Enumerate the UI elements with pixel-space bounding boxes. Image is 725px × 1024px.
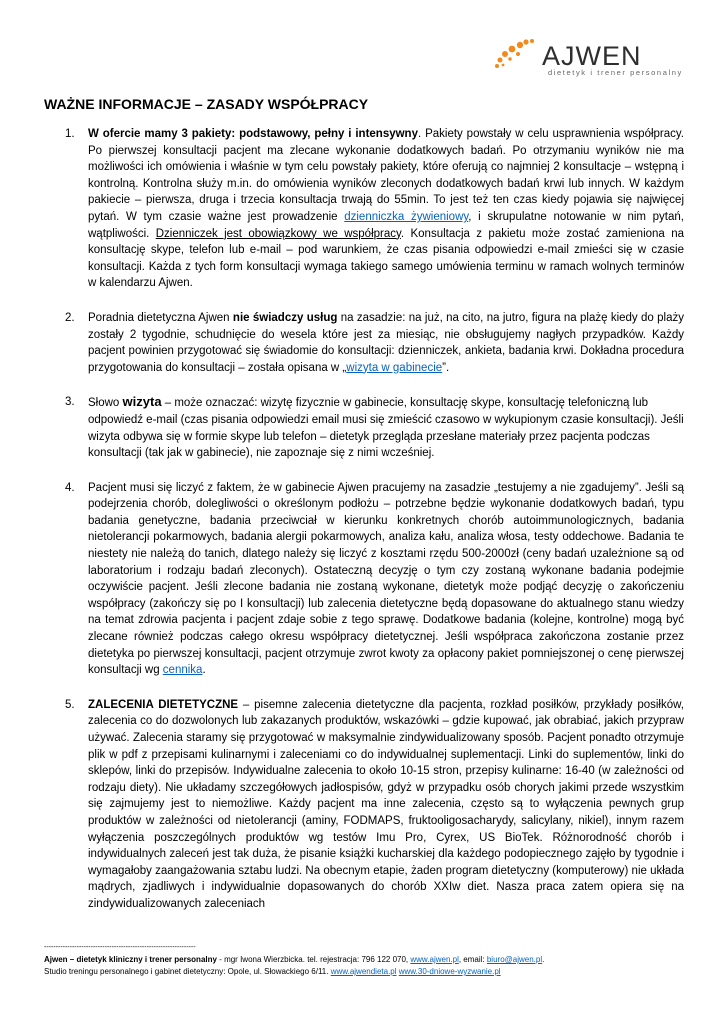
text-span: Poradnia dietetyczna Ajwen [88,311,233,324]
logo-tagline: dietetyk i trener personalny [548,68,683,77]
text-span: . [542,955,545,964]
item-number: 1. [65,128,75,140]
footer-company: Ajwen – dietetyk kliniczny i trener personalny [44,955,217,964]
text-span: . Konsultacja z pakietu może zostać zamieniona na konsultację skype, telefon lub e-mail – pod warunkiem, że czas pisania odpowiedzi e-mail zmieści się w czasie konsultacji. Każda z tych form konsultacji wymaga takiego samego umówienia terminu w ramach wolnych terminów w kalendarzu Ajwen. [88,227,684,290]
item-text [88,697,684,913]
document-body [44,126,684,931]
item-number: 4. [65,481,75,494]
item-number: 3. [65,396,75,409]
text-span: Pacjent musi się liczyć z faktem, że w gabinecie Ajwen pracujemy na zasadzie „testujemy a nie zgadujemy”. Jeśli są podejrzenia chorób, dolegliwości o określonym podłożu – potrzebne będzie wykonanie dodatkowych badań, typu badania genetyczne, badania przeciwciał w kierunku konkretnych chorób autoimmunologicznych, badania nietolerancji pokarmowych, badania alergii pokarmowych, analiza kału, analiza włosa, testy oddechowe. Badania te niestety nie należą do tanich, dlatego należy się liczyć z kosztami rzędu 500-2000zł (ceny badań uzależnione są od laboratorium i rodzaju badań zleconych). Ostateczną decyzję o tym czy zostaną wykonane badania podejmie oczywiście pacjent. Jeśli zlecone badania nie zostaną wykonane, dietetyk może podjąć decyzję o zakończeniu współpracy (zakończy się po I konsultacji) lub zalecenia dietetyczne będą dopasowane do aktualnego stanu wiedzy na temat zdrowia pacjenta i pacjent zdaje sobie z tego sprawę. Dodatkowe badania (kolejne, kontrolne) mogą być zlecane również podczas całego okresu współpracy dietetycznej. Jeśli współpraca zakończona zostanie przez dietetyka po pierwszej konsultacji, pacjent otrzymuje zwrot kwoty za opłacony pakiet pomniejszonej o cenę pierwszej konsultacji wg [88,481,684,677]
footer-link-www[interactable]: www.ajwen.pl [410,955,459,964]
list-item-1 [44,126,684,292]
footer-link-ajwendieta[interactable]: www.ajwendieta.pl [330,967,397,976]
link-wizyta[interactable]: wizyta w gabinecie [346,361,443,374]
text-span: – pisemne zalecenia dietetyczne dla pacjenta, rozkład posiłków, przykłady posiłków, zalecenia co do dozwolonych lub zakazanych produktów, wskazówki – gdzie kupować, jak obrabiać, jakich przypraw używać. Zalecenia staramy się przygotować w maksymalnie zindywidualizowany sposób. Pacjent ponadto otrzymuje plik w pdf z przepisami kulinarnymi i zaleceniami co do indywidualnej suplementacji. Linki do suplementów, linki do sklepów, linki do przepisów. Indywidualne zalecenia to około 10-15 stron, przepisy kulinarne: 16-40 (w zależności od rodzaju diety). Nie układamy szczegółowych jadłospisów, gdyż w przypadku osób chorych jakimi przede wszystkim się zajmujemy jest to niemożliwe. Każdy pacjent ma inne zalecenia, często są to wyłączenia pewnych grup produktów w zależności od nietolerancji (aminy, FODMAPS, fruktooligosacharydy, salicylany, nikiel), innym razem wyłączenia poszczególnych produktów wg testów Imu Pro, Cyrex, US BioTek. Różnorodność chorób i indywidualnych zaleceń jest tak duża, że pisanie książki kucharskiej dla każdego podopiecznego zajęło by tygodnie i wymagałoby zaangażowania sztabu ludzi. Na obecnym etapie, żaden program dietetyczny (komputerowy) nie układa mądrych, zjadliwych i indywidualnie dopasowanych do chorób XXIw diet. Nasza praca zatem opiera się na zindywidualizowanych zaleceniach [88,698,684,910]
footer-link-wyzwanie[interactable]: www.30-dniowe-wyzwanie.pl [398,967,501,976]
text-span: Słowo [88,397,123,410]
text-span: . [202,664,206,677]
item-text [88,394,684,461]
footer-line-1 [44,954,694,966]
bold-text: W ofercie mamy 3 pakiety: podstawowy, pełny i intensywny [88,128,418,140]
footer-divider: ----------------------------------------------------------------- [44,944,196,951]
list-item-2 [44,310,684,376]
page-footer [44,942,694,978]
bold-text: nie świadczy usług [232,311,338,324]
page-title: WAŻNE INFORMACJE – ZASADY WSPÓŁPRACY [44,96,369,112]
bold-text: wizyta [122,394,162,410]
list-item-5 [44,697,684,913]
text-span: , email: [458,955,487,964]
bold-text: ZALECENIA DIETETYCZNE [88,698,239,711]
footer-link-email[interactable]: biuro@ajwen.pl [486,955,543,964]
text-span: . Pakiety powstały w celu usprawnienia współpracy. Po pierwszej konsultacji pacjent ma zlecane wykonanie dodatkowych badań. Po otrzymaniu wyników nie ma możliwości ich omówienia i właśnie w tym celu powstały pakiety, które oferują co najmniej 2 konsultacje – wstępną i kontrolną. Kontrolna służy m.in. do omówienia wyników zleconych dodatkowych badań krwi lub innych. W każdym pakiecie – pierwsza, druga i trzecia konsultacja trwają do 55min. To jest też ten czas kiedy pojawia się najwięcej pytań. W tym czasie ważne jest prowadzenie [88,128,684,223]
footer-line-2 [44,966,694,978]
text-span: ”. [442,361,450,374]
text-span: – może oznaczać: wizytę fizycznie w gabinecie, konsultację skype, konsultację telefoniczną lub odpowiedź e-mail (czas pisania odpowiedzi email musi się zmieścić czasowo w wykupionym czasie konsultacji). Jeśli wizyta odbywa się w formie skype lub telefon – dietetyk przegląda przesłane materiały przez pacjenta podczas konsultacji (tak jak w gabinecie), nie zapoznaje się z nimi wcześniej. [88,397,684,460]
item-text [88,310,684,376]
logo-name: AJWEN [542,41,642,71]
item-text [88,126,684,292]
list-item-4 [44,480,684,679]
link-dzienniczek[interactable]: dzienniczka żywieniowy [344,210,469,223]
underlined-text: Dzienniczek jest obowiązkowy we współpracy [155,227,401,240]
item-text [88,480,684,679]
link-cennik[interactable]: cennika [162,664,203,677]
item-number: 2. [65,311,75,324]
list-item-3 [44,394,684,461]
text-span: , i skrupulatne notowanie w nim pytań, wątpliwości. [88,210,684,240]
item-number: 5. [65,698,75,711]
text-span: na zasadzie: na już, na cito, na jutro, figura na plażę kiedy do plaży zostały 2 tygodnie, schudnięcie do wesela które jest za miesiąc, nie obsługujemy nagłych przypadków. Każdy pacjent powinien przygotować się świadomie do konsultacji: dzienniczek, ankieta, badania krwi. Dokładna procedura przygotowania do konsultacji – została opisana w „ [88,311,684,374]
text-span: - mgr Iwona Wierzbicka. tel. rejestracja: 796 122 070, [216,955,411,964]
text-span: Studio treningu personalnego i gabinet dietetyczny: Opole, ul. Słowackiego 6/11. [44,967,331,976]
